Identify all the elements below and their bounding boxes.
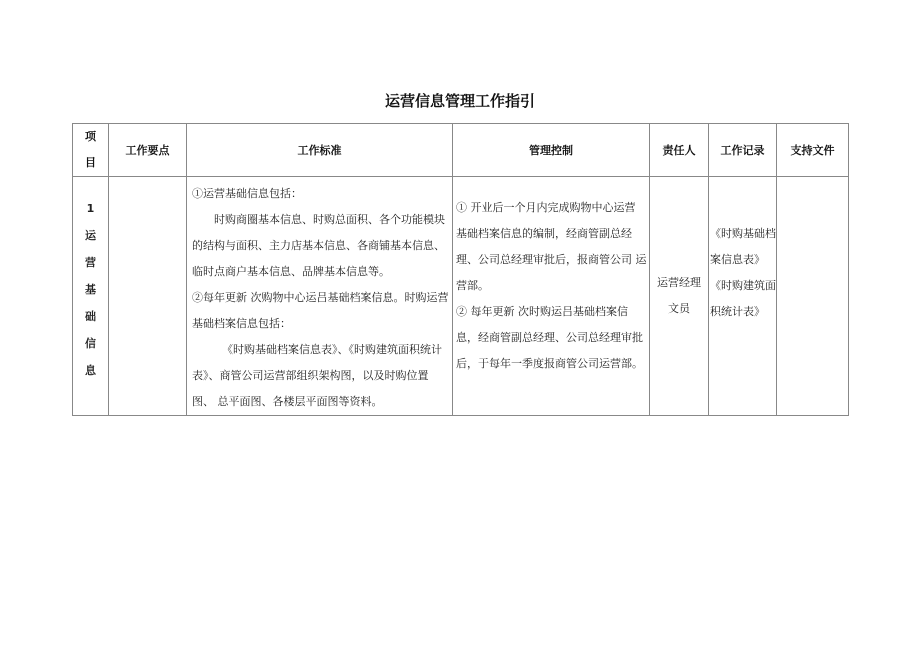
control-para: ① 开业后一个月内完成购物中心运营 基础档案信息的编制，经商管副总经 理、公司总经理审批后，报商管公司 运营部。: [456, 201, 647, 292]
control-para: ② 每年更新 次时购运吕基础档案信息，经商管副总经理、公司总经理审批后，于每年一季度报商管公司运营部。: [456, 305, 643, 370]
key-points-cell: [109, 177, 187, 416]
header-item: [73, 124, 109, 177]
work-guide-table: [72, 123, 849, 416]
responsible-line: 运营经理: [657, 276, 701, 289]
item-char: 信: [85, 337, 96, 350]
header-row: [73, 124, 849, 177]
header-control: 管理控制: [453, 124, 650, 177]
responsible-line: 文员: [668, 302, 690, 315]
record-item: 《时购基础档案信息表》: [710, 227, 776, 266]
item-char: 1: [86, 202, 95, 215]
table-row: [73, 177, 849, 416]
standard-para: ①运营基础信息包括：: [192, 187, 302, 200]
document-title: 运营信息管理工作指引: [384, 92, 535, 110]
header-key-points: 工作要点: [109, 124, 187, 177]
standard-para: 《时购基础档案信息表》、《时购建筑面积统计 表》、商管公司运营部组织架构图，以及时购位置图、 总平面图、各楼层平面图等资料。: [192, 343, 442, 408]
record-cell: [709, 177, 777, 416]
header-support: 支持文件: [777, 124, 849, 177]
support-cell: [777, 177, 849, 416]
standard-para: ②每年更新 次购物中心运吕基础档案信息。时购运营基础档案信息包括：: [192, 291, 449, 330]
header-standard: 工作标准: [187, 124, 453, 177]
header-item-line1: 项: [85, 130, 96, 143]
item-char: 息: [85, 364, 96, 377]
header-record: 工作记录: [709, 124, 777, 177]
standard-cell: [187, 177, 453, 416]
record-item: 《时购建筑面积统计表》: [710, 279, 776, 318]
item-char: 础: [85, 310, 96, 323]
responsible-cell: [650, 177, 709, 416]
item-char: 基: [85, 283, 96, 296]
item-char: 营: [85, 256, 96, 269]
item-char: 运: [85, 229, 96, 242]
control-cell: [453, 177, 650, 416]
header-item-line2: 目: [85, 156, 96, 169]
standard-para: 时购商圈基本信息、时购总面积、各个功能模块的结构与面积、主力店基本信息、各商铺基本信息、临时点商户基本信息、品牌基本信息等。: [192, 213, 445, 278]
header-responsible: 责任人: [650, 124, 709, 177]
item-cell: [73, 177, 109, 416]
